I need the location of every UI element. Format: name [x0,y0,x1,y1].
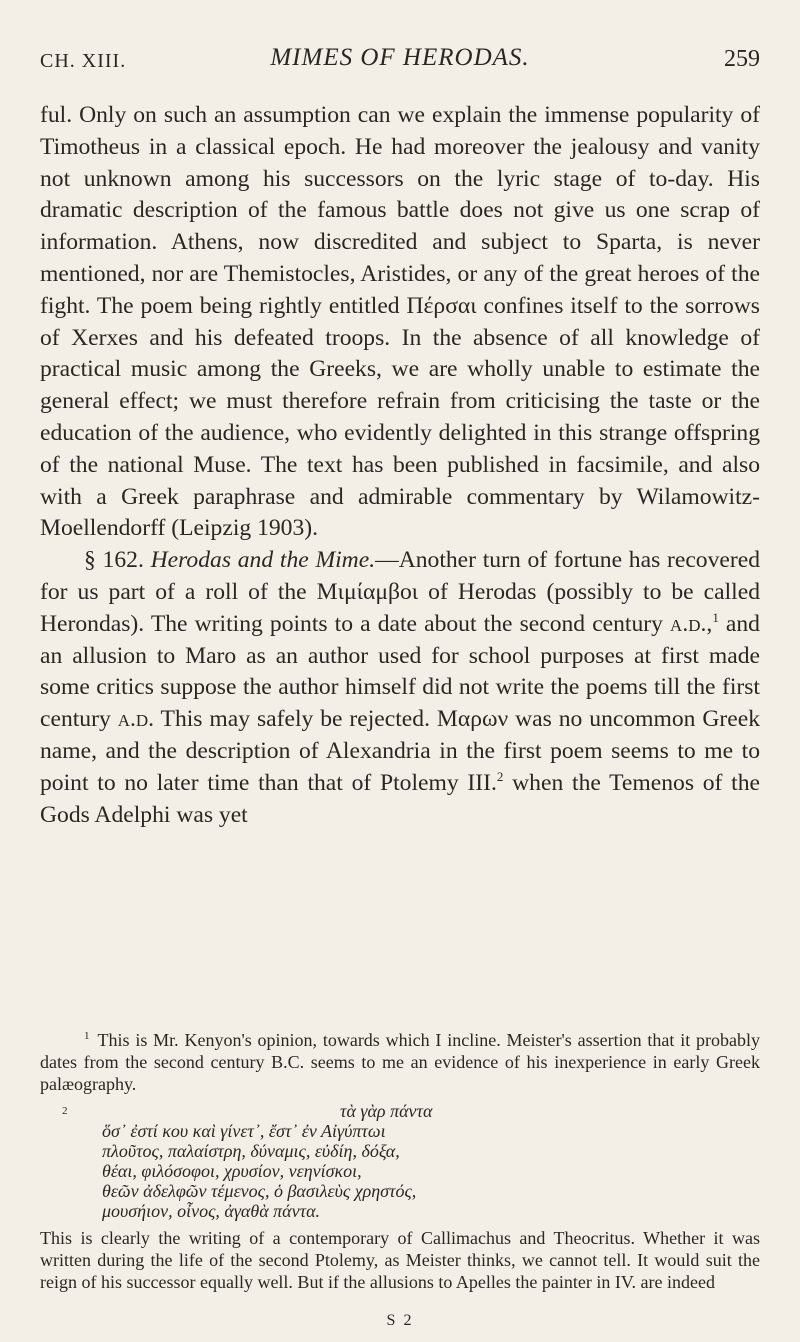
era-abbrev-2: a.d. [117,706,155,733]
running-title: MIMES OF HERODAS. [270,44,530,71]
greek-line: θεῶν ἀδελφῶν τέμενος, ὁ βασιλεὺς χρηστός, [102,1181,417,1201]
para2-text-3: This may safely be rejected. Μαρων was no uncommon Greek name, and the description of Alexandria in the first poem seems to me to point to no later time than that of Ptolemy III. [40,706,760,796]
footnote-1-mark: 1 [84,1030,90,1042]
footnote-2 [40,1101,760,1293]
para2-text-1: —Another turn of fortune has recovered for us part of a roll of the Μιμίαμβοι of Herodas (possibly to be called Herondas). The writing points to a date about the second century [40,547,761,637]
greek-line: μουσήιον, οἶνος, ἀγαθὰ πάντα. [102,1201,321,1221]
footnote-2-text: This is clearly the writing of a contemporary of Callimachus and Theocritus. Whether it was written during the life of the second Ptolemy, as Meister thinks, we cannot tell. It would suit the reign of his successor equally well. But if the allusions to Apelles the painter in IV. are indeed [40,1228,760,1292]
footnote-1 [40,1025,760,1095]
era-abbrev-1: a.d. [670,610,707,637]
footnote-ref-1[interactable]: 1 [712,609,719,625]
footnote-2-mark: 2 [62,1105,68,1117]
main-text [40,100,760,831]
footnote-ref-2[interactable]: 2 [496,768,504,784]
footnotes [40,1025,760,1293]
signature-mark: S 2 [386,1312,414,1329]
page-number: 259 [724,46,760,72]
para2-comma: , [706,610,713,637]
greek-line: ὅσ᾽ ἐστί κου καὶ γίνετ᾽, ἔστ᾽ ἐν Αἰγύπτωι [102,1121,386,1141]
paragraph-1: ful. Only on such an assumption can we explain the immense popularity of Timotheus in a classical epoch. He had moreover the jealousy and vanity not unknown among his successors on the lyric stage of to-day. His dramatic description of the famous battle does not give us one scrap of information. Athens, now discredited and subject to Sparta, is never mentioned, nor are Themistocles, Aristides, or any of the great heroes of the fight. The poem being rightly entitled Πέρσαι confines itself to the sorrows of Xerxes and his defeated troops. In the absence of all knowledge of practical music among the Greeks, we are wholly unable to estimate the general effect; we must therefore refrain from criticising the taste or the education of the audience, who evidently delighted in this strange offspring of the national Muse. The text has been published in facsimile, and also with a Greek paraphrase and admirable commentary by Wilamowitz-Moellendorff (Leipzig 1903). [40,102,760,542]
footnote-1-text: This is Mr. Kenyon's opinion, towards which I incline. Meister's assertion that it probably dates from the second century B.C. seems to me an evidence of his inexperience in early Greek palæography. [40,1030,760,1094]
greek-line: θέαι, φιλόσοφοι, χρυσίον, νεηνίσκοι, [102,1161,362,1181]
para2-text-2: and an allusion to Maro as an author used for school purposes at first made some critics suppose the author himself did not write the poems till the first century [40,610,760,733]
chapter-label: CH. XIII. [40,50,127,72]
greek-quotation [40,1101,760,1221]
para2-text-4: when the Temenos of the Gods Adelphi was yet [40,769,760,828]
greek-line: πλοῦτος, παλαίστρη, δύναμις, εὐδίη, δόξα, [102,1141,400,1161]
paragraph-2 [40,545,760,831]
section-heading: Herodas and the Mime. [150,547,376,574]
greek-line: 2 τὰ γὰρ πάντα [62,1101,433,1121]
running-header [40,44,760,80]
section-number: § 162. [84,547,144,574]
